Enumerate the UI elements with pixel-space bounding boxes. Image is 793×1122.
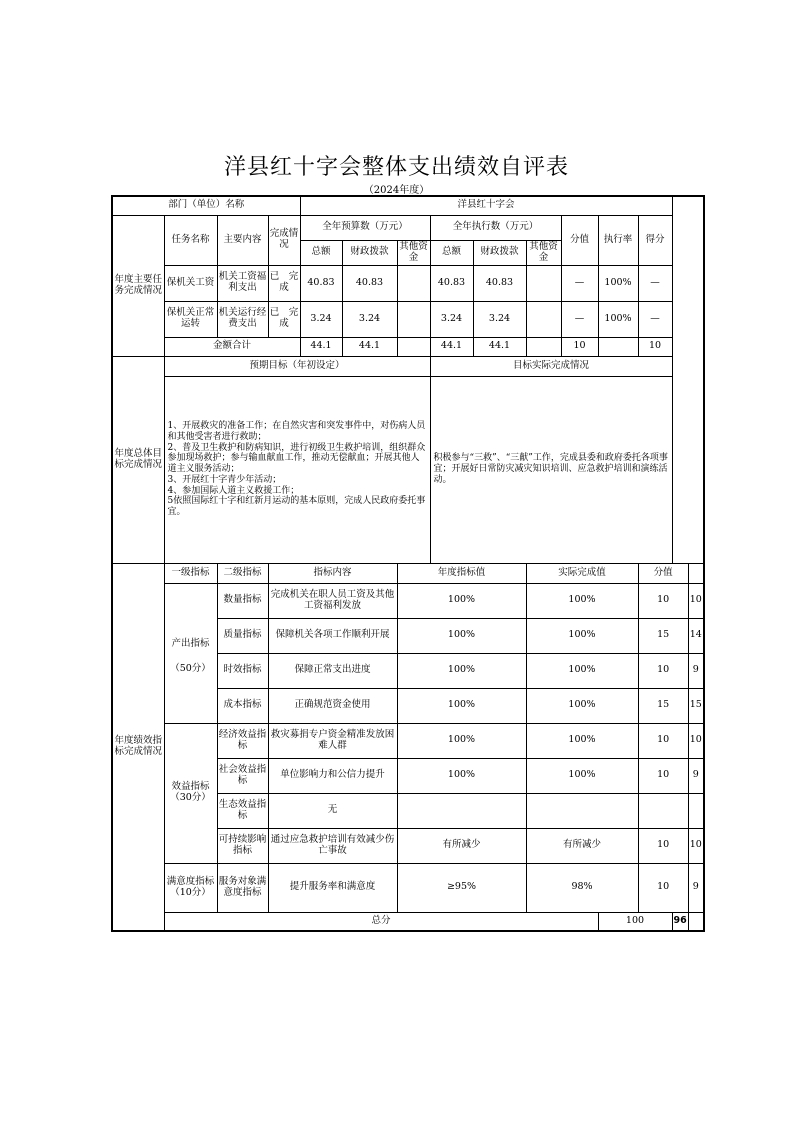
sum-exec-fiscal: 44.1 — [473, 337, 526, 356]
indicator-target: 100% — [397, 618, 526, 653]
exec-other — [526, 265, 561, 301]
indicator-got: 15 — [688, 688, 704, 723]
evaluation-table — [111, 195, 705, 932]
task-section-label: 年度主要任务完成情况 — [112, 215, 164, 356]
indicator-actual: 100% — [526, 723, 638, 758]
task-name-header: 任务名称 — [164, 215, 217, 265]
task-rate: 100% — [598, 301, 638, 337]
l2-indicator: 数量指标 — [217, 583, 268, 618]
l2-indicator: 时效指标 — [217, 653, 268, 688]
budget-total-header: 总额 — [300, 240, 342, 265]
l2-indicator: 成本指标 — [217, 688, 268, 723]
indicator-score: 10 — [638, 863, 688, 912]
indicator-got: 10 — [688, 828, 704, 863]
indicator-got: 9 — [688, 863, 704, 912]
exec-other — [526, 301, 561, 337]
indicator-content: 保障机关各项工作顺利开展 — [268, 618, 397, 653]
indicator-content: 单位影响力和公信力提升 — [268, 758, 397, 793]
sum-got: 10 — [638, 337, 672, 356]
task-status: 已 完成 — [268, 265, 300, 301]
goals-row — [112, 376, 704, 563]
budget-other — [397, 301, 430, 337]
indicator-got: 14 — [688, 618, 704, 653]
sum-budget-other — [397, 337, 430, 356]
score-header: 分值 — [638, 563, 688, 583]
content-header: 指标内容 — [268, 563, 397, 583]
task-sum-row — [112, 337, 704, 356]
perf-row — [112, 583, 704, 618]
task-row — [112, 301, 704, 337]
perf-row — [112, 863, 704, 912]
sum-score: 10 — [561, 337, 598, 356]
indicator-actual: 100% — [526, 688, 638, 723]
l2-indicator: 经济效益指标 — [217, 723, 268, 758]
indicator-content: 救灾募捐专户资金精准发放困难人群 — [268, 723, 397, 758]
total-got: 96 — [672, 912, 688, 931]
indicator-got: 9 — [688, 653, 704, 688]
indicator-content: 正确规范资金使用 — [268, 688, 397, 723]
report-year: （2024年度） — [363, 185, 430, 196]
output-indicator-group: 产出指标 （50分） — [164, 583, 217, 723]
got-header — [688, 563, 704, 583]
task-name: 保机关正常运转 — [164, 301, 217, 337]
indicator-target: 100% — [397, 653, 526, 688]
task-content-header: 主要内容 — [217, 215, 268, 265]
exec-total: 3.24 — [430, 301, 473, 337]
goals-header-row — [112, 356, 704, 376]
perf-header-row — [112, 563, 704, 583]
task-content: 机关运行经费支出 — [217, 301, 268, 337]
indicator-score: 10 — [638, 723, 688, 758]
task-row — [112, 265, 704, 301]
exec-fiscal: 3.24 — [473, 301, 526, 337]
score-header: 分值 — [561, 215, 598, 265]
actual-goal-header: 目标实际完成情况 — [430, 356, 672, 376]
task-score: — — [561, 301, 598, 337]
indicator-target: 100% — [397, 688, 526, 723]
task-content: 机关工资福利支出 — [217, 265, 268, 301]
exec-fiscal: 40.83 — [473, 265, 526, 301]
indicator-score: 10 — [638, 583, 688, 618]
indicator-target: 100% — [397, 758, 526, 793]
indicator-score: 15 — [638, 618, 688, 653]
indicator-actual: 100% — [526, 583, 638, 618]
rate-header: 执行率 — [598, 215, 638, 265]
total-label: 总分 — [164, 912, 598, 931]
indicator-got: 10 — [688, 723, 704, 758]
budget-header: 全年预算数（万元） — [300, 215, 430, 240]
indicator-content: 提升服务率和满意度 — [268, 863, 397, 912]
dept-label: 部门（单位）名称 — [112, 196, 300, 215]
indicator-target: ≥95% — [397, 863, 526, 912]
sum-budget-total: 44.1 — [300, 337, 342, 356]
dept-row — [112, 196, 704, 215]
perf-row — [112, 723, 704, 758]
indicator-score: 15 — [638, 688, 688, 723]
perf-section-label: 年度绩效指标完成情况 — [112, 563, 164, 931]
indicator-score: 10 — [638, 758, 688, 793]
budget-fiscal: 40.83 — [342, 265, 397, 301]
indicator-content: 保障正常支出进度 — [268, 653, 397, 688]
exec-total: 40.83 — [430, 265, 473, 301]
got-header: 得分 — [638, 215, 672, 265]
l2-indicator: 社会效益指标 — [217, 758, 268, 793]
indicator-got — [688, 793, 704, 828]
sum-exec-total: 44.1 — [430, 337, 473, 356]
exec-total-header: 总额 — [430, 240, 473, 265]
budget-fiscal: 3.24 — [342, 301, 397, 337]
sum-rate — [598, 337, 638, 356]
page-title: 洋县红十字会整体支出绩效自评表 — [223, 155, 569, 180]
indicator-actual: 100% — [526, 618, 638, 653]
l2-header: 二级指标 — [217, 563, 268, 583]
task-got: — — [638, 301, 672, 337]
sum-label: 金额合计 — [164, 337, 300, 356]
l1-header: 一级指标 — [164, 563, 217, 583]
indicator-score — [638, 793, 688, 828]
sum-budget-fiscal: 44.1 — [342, 337, 397, 356]
sum-exec-other — [526, 337, 561, 356]
indicator-actual — [526, 793, 638, 828]
indicator-target: 有所减少 — [397, 828, 526, 863]
task-name: 保机关工资 — [164, 265, 217, 301]
total-row — [112, 912, 704, 931]
indicator-got: 10 — [688, 583, 704, 618]
task-status: 已 完成 — [268, 301, 300, 337]
indicator-got: 9 — [688, 758, 704, 793]
exec-other-header: 其他资金 — [526, 240, 561, 265]
budget-other — [397, 265, 430, 301]
expected-goal-header: 预期目标（年初设定） — [164, 356, 430, 376]
indicator-score: 10 — [638, 828, 688, 863]
dept-value: 洋县红十字会 — [300, 196, 672, 215]
indicator-actual: 98% — [526, 863, 638, 912]
target-header: 年度指标值 — [397, 563, 526, 583]
indicator-content: 通过应急救护培训有效减少伤亡事故 — [268, 828, 397, 863]
l2-indicator: 质量指标 — [217, 618, 268, 653]
budget-other-header: 其他资金 — [397, 240, 430, 265]
l2-indicator: 可持续影响指标 — [217, 828, 268, 863]
indicator-actual: 100% — [526, 758, 638, 793]
total-score: 100 — [598, 912, 672, 931]
indicator-target: 100% — [397, 723, 526, 758]
goals-section-label: 年度总体目标完成情况 — [112, 356, 164, 563]
indicator-actual: 100% — [526, 653, 638, 688]
l2-indicator: 生态效益指标 — [217, 793, 268, 828]
indicator-content: 无 — [268, 793, 397, 828]
expected-goal-text: 1、开展救灾的准备工作；在自然灾害和突发事件中，对伤病人员和其他受害者进行救助； 2、普及卫生救护和防病知识，进行初级卫生救护培训，组织群众参加现场救护；参与输血献血工作，推动无偿献血；开展其他人道主义服务活动； 3、开展红十字青少年活动； 4、参加国际人道主义救援工作； 5依照国际红十字和红新月运动的基本原则，完成人民政府委托事宜。 — [164, 376, 430, 563]
task-status-header: 完成情况 — [268, 215, 300, 265]
indicator-score: 10 — [638, 653, 688, 688]
task-got: — — [638, 265, 672, 301]
budget-total: 40.83 — [300, 265, 342, 301]
task-score: — — [561, 265, 598, 301]
task-header-row — [112, 215, 704, 240]
l2-indicator: 服务对象满意度指标 — [217, 863, 268, 912]
actual-goal-text: 积极参与“三救”、“三献”工作，完成县委和政府委托各项事宜；开展好日常防灾减灾知识培训、应急救护培训和演练活动。 — [430, 376, 672, 563]
budget-total: 3.24 — [300, 301, 342, 337]
indicator-actual: 有所减少 — [526, 828, 638, 863]
exec-fiscal-header: 财政拨款 — [473, 240, 526, 265]
indicator-content: 完成机关在职人员工资及其他工资福利发放 — [268, 583, 397, 618]
actual-header: 实际完成值 — [526, 563, 638, 583]
satisfaction-indicator-group: 满意度指标 （10分） — [164, 863, 217, 912]
exec-header: 全年执行数（万元） — [430, 215, 561, 240]
task-rate: 100% — [598, 265, 638, 301]
indicator-target: 100% — [397, 583, 526, 618]
budget-fiscal-header: 财政拨款 — [342, 240, 397, 265]
benefit-indicator-group: 效益指标 （30分） — [164, 723, 217, 863]
indicator-target — [397, 793, 526, 828]
